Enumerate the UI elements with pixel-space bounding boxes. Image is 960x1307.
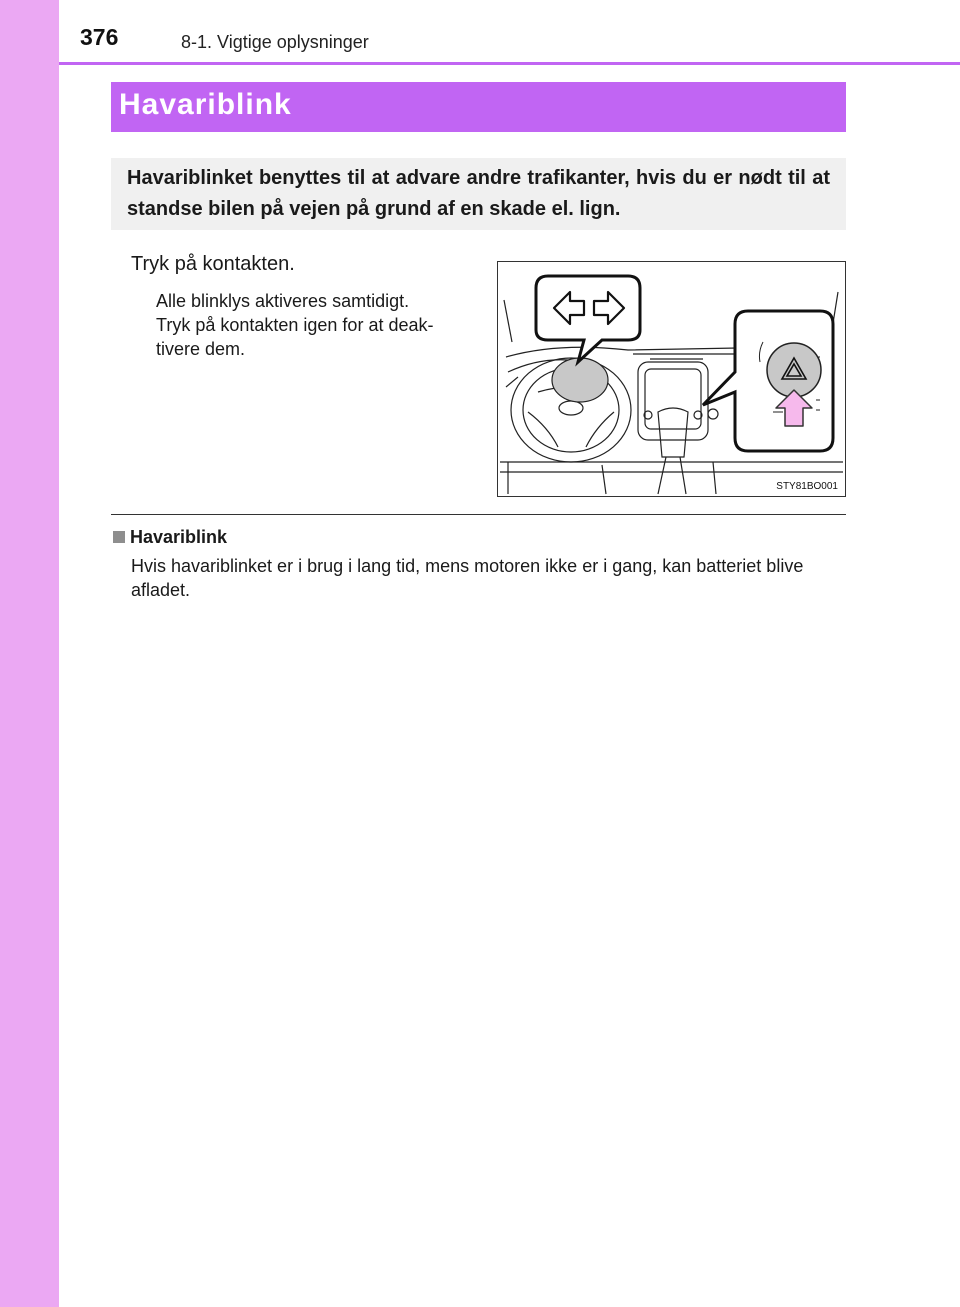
- side-tab-strip: [0, 0, 59, 1307]
- section-reference: 8-1. Vigtige oplysninger: [181, 32, 369, 52]
- note-body: Hvis havariblinket er i brug i lang tid, mens motoren ikke er i gang, kan batteriet blive afladet.: [131, 556, 804, 600]
- square-bullet-icon: [113, 531, 125, 543]
- dashboard-illustration: [497, 261, 846, 497]
- step-detail-line: tivere dem.: [156, 339, 246, 359]
- section-divider: [111, 514, 846, 515]
- step-detail-line: Tryk på kontakten igen for at deak-: [156, 315, 434, 335]
- title-bar: [111, 82, 846, 132]
- step-details: [156, 289, 481, 361]
- dashboard-drawing: [498, 262, 845, 496]
- page-title: Havariblink: [119, 88, 292, 121]
- page-number: 376: [80, 24, 119, 50]
- note-heading-text: Havariblink: [130, 527, 228, 547]
- step-detail-line: Alle blinklys aktiveres samtidigt.: [156, 291, 410, 311]
- intro-box: [111, 158, 846, 230]
- intro-text: Havariblinket benyttes til at advare andre trafikanter, hvis du er nødt til at standse bilen på vejen på grund af en skade el. lign.: [127, 167, 830, 220]
- step-instruction: Tryk på kontakten.: [131, 253, 295, 275]
- header-rule: [59, 62, 960, 65]
- note-heading: [113, 527, 227, 548]
- figure-code: STY81BO001: [776, 481, 838, 492]
